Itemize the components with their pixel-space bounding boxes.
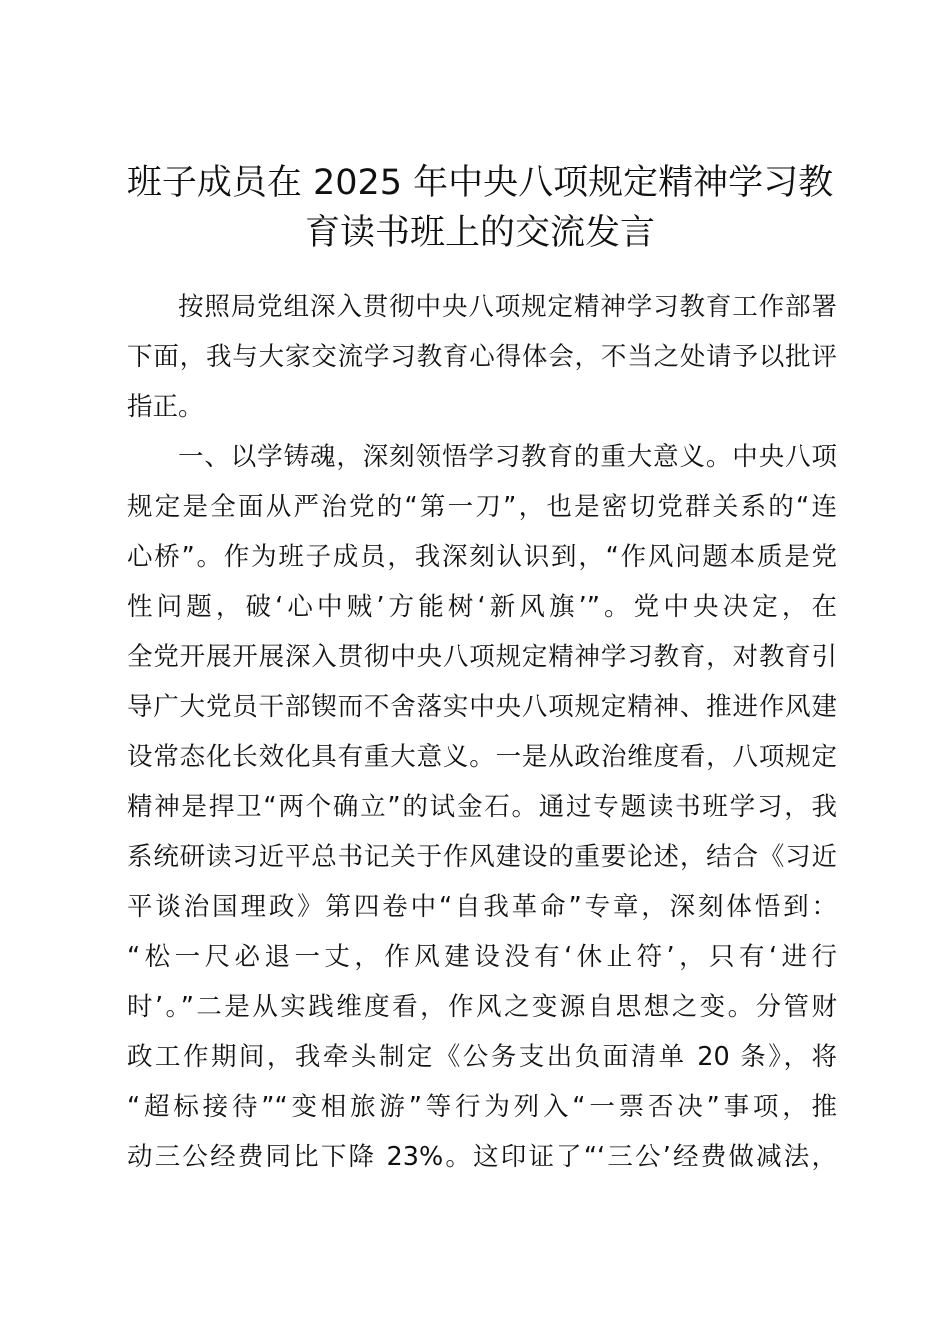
text-line: “松一尺必退一丈，作风建设没有‘休止符’，只有‘进行 (127, 942, 837, 972)
text-line: 系统研读习近平总书记关于作风建设的重要论述，结合《习近 (127, 842, 837, 872)
text-line: 精神是捍卫“两个确立”的试金石。通过专题读书班学习，我 (127, 792, 837, 822)
text-line: 平谈治国理政》第四卷中“自我革命”专章，深刻体悟到： (127, 892, 837, 922)
text-line: 性问题，破‘心中贼’方能树‘新风旗’”。党中央决定，在 (127, 592, 837, 622)
text-line: 设常态化长效化具有重大意义。一是从政治维度看，八项规定 (127, 742, 837, 772)
text-line: 动三公经费同比下降 23%。这印证了“‘三公’经费做减法， (127, 1142, 837, 1172)
title-line-1: 班子成员在 2025 年中央八项规定精神学习教 (126, 163, 834, 203)
paragraph-intro (127, 282, 837, 432)
text-line: 政工作期间，我牵头制定《公务支出负面清单 20 条》，将 (127, 1042, 837, 1072)
paragraph-section-one (127, 432, 837, 1182)
text-line: 全党开展开展深入贯彻中央八项规定精神学习教育，对教育引 (127, 642, 837, 672)
document-title (120, 158, 840, 258)
text-line: 指正。 (127, 392, 204, 422)
text-line: “超标接待”“变相旅游”等行为列入“一票否决”事项，推 (127, 1092, 837, 1122)
text-line: 时’。”二是从实践维度看，作风之变源自思想之变。分管财 (127, 992, 837, 1022)
title-line-2: 育读书班上的交流发言 (304, 213, 655, 253)
text-line: 导广大党员干部锲而不舍落实中央八项规定精神、推进作风建 (127, 692, 837, 722)
text-line: 规定是全面从严治党的“第一刀”，也是密切党群关系的“连 (127, 492, 837, 522)
document-body (127, 282, 837, 1182)
text-line: 心桥”。作为班子成员，我深刻认识到，“作风问题本质是党 (127, 542, 837, 572)
text-line: 一、以学铸魂，深刻领悟学习教育的重大意义。中央八项 (178, 442, 837, 472)
text-line: 按照局党组深入贯彻中央八项规定精神学习教育工作部署 (178, 292, 837, 322)
text-line: 下面，我与大家交流学习教育心得体会，不当之处请予以批评 (127, 342, 837, 372)
